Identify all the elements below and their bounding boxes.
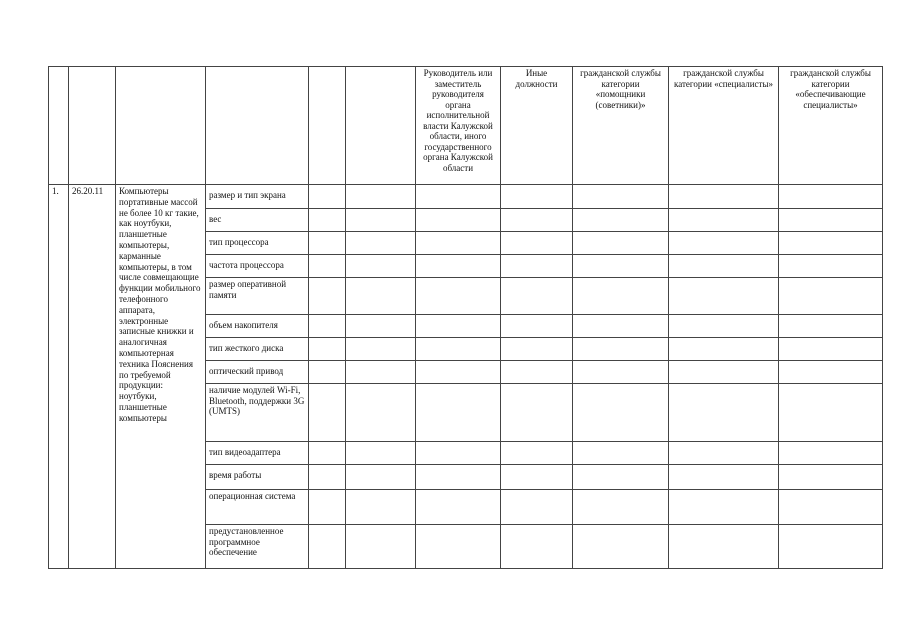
empty-cell: [573, 384, 669, 442]
characteristic-cell: частота процессора: [206, 255, 309, 278]
empty-cell: [669, 442, 779, 465]
characteristic-cell: тип жесткого диска: [206, 338, 309, 361]
empty-cell: [416, 232, 501, 255]
empty-cell: [346, 185, 416, 209]
empty-cell: [309, 442, 346, 465]
empty-cell: [573, 232, 669, 255]
empty-cell: [573, 490, 669, 525]
empty-cell: [669, 185, 779, 209]
table-row: [49, 185, 883, 209]
empty-cell: [669, 384, 779, 442]
empty-cell: [669, 232, 779, 255]
empty-cell: [309, 384, 346, 442]
empty-cell: [779, 361, 883, 384]
requirements-table: [48, 66, 883, 569]
empty-cell: [309, 209, 346, 232]
empty-cell: [573, 255, 669, 278]
empty-cell: [573, 525, 669, 569]
header-cell-name: [116, 67, 206, 185]
empty-cell: [346, 490, 416, 525]
empty-cell: [779, 232, 883, 255]
characteristic-cell: размер и тип экрана: [206, 185, 309, 209]
empty-cell: [309, 185, 346, 209]
empty-cell: [309, 255, 346, 278]
empty-cell: [779, 278, 883, 315]
characteristic-cell: тип видеоадаптера: [206, 442, 309, 465]
empty-cell: [501, 232, 573, 255]
empty-cell: [416, 442, 501, 465]
characteristic-cell: тип процессора: [206, 232, 309, 255]
empty-cell: [416, 525, 501, 569]
empty-cell: [669, 338, 779, 361]
empty-cell: [346, 465, 416, 490]
characteristic-cell: объем накопителя: [206, 315, 309, 338]
header-row: [49, 67, 883, 185]
empty-cell: [779, 185, 883, 209]
empty-cell: [309, 525, 346, 569]
empty-cell: [501, 490, 573, 525]
header-cell-unit-code: [309, 67, 346, 185]
characteristic-cell: наличие модулей Wi-Fi, Bluetooth, поддержки 3G (UMTS): [206, 384, 309, 442]
empty-cell: [501, 384, 573, 442]
empty-cell: [669, 465, 779, 490]
empty-cell: [573, 442, 669, 465]
characteristic-cell: вес: [206, 209, 309, 232]
empty-cell: [501, 442, 573, 465]
empty-cell: [346, 384, 416, 442]
empty-cell: [501, 338, 573, 361]
empty-cell: [416, 465, 501, 490]
empty-cell: [416, 278, 501, 315]
empty-cell: [346, 209, 416, 232]
empty-cell: [501, 361, 573, 384]
empty-cell: [573, 185, 669, 209]
empty-cell: [346, 442, 416, 465]
empty-cell: [309, 315, 346, 338]
empty-cell: [501, 209, 573, 232]
empty-cell: [501, 465, 573, 490]
empty-cell: [346, 278, 416, 315]
empty-cell: [346, 338, 416, 361]
empty-cell: [346, 255, 416, 278]
header-support-specialists: гражданской службы категории «обеспечивающие специалисты»: [779, 67, 883, 185]
header-cell-code: [69, 67, 116, 185]
empty-cell: [573, 315, 669, 338]
empty-cell: [416, 338, 501, 361]
empty-cell: [573, 278, 669, 315]
empty-cell: [416, 361, 501, 384]
empty-cell: [501, 185, 573, 209]
characteristic-cell: оптический привод: [206, 361, 309, 384]
empty-cell: [779, 442, 883, 465]
empty-cell: [346, 315, 416, 338]
empty-cell: [669, 255, 779, 278]
empty-cell: [309, 361, 346, 384]
empty-cell: [669, 209, 779, 232]
okpd-code: 26.20.11: [69, 185, 116, 569]
empty-cell: [346, 232, 416, 255]
empty-cell: [669, 278, 779, 315]
empty-cell: [779, 384, 883, 442]
empty-cell: [416, 255, 501, 278]
characteristic-cell: размер оперативной памяти: [206, 278, 309, 315]
empty-cell: [501, 255, 573, 278]
header-cell-characteristic: [206, 67, 309, 185]
empty-cell: [573, 209, 669, 232]
empty-cell: [779, 525, 883, 569]
empty-cell: [501, 278, 573, 315]
characteristic-cell: предустановленное программное обеспечение: [206, 525, 309, 569]
empty-cell: [669, 525, 779, 569]
empty-cell: [779, 465, 883, 490]
empty-cell: [779, 490, 883, 525]
empty-cell: [416, 185, 501, 209]
empty-cell: [309, 232, 346, 255]
empty-cell: [309, 278, 346, 315]
empty-cell: [779, 315, 883, 338]
product-name: Компьютеры портативные массой не более 10 кг такие, как ноутбуки, планшетные компьютеры, карманные компьютеры, в том числе совмещающие функции мобильного телефонного аппарата, электронные записные книжки и аналогичная компьютерная техника Пояснения по требуемой продукции: ноутбуки, планшетные компьютеры: [116, 185, 206, 569]
empty-cell: [416, 315, 501, 338]
header-assistants: гражданской службы категории «помощники (советники)»: [573, 67, 669, 185]
empty-cell: [669, 315, 779, 338]
header-other-positions: Иные должности: [501, 67, 573, 185]
header-head-of-authority: Руководитель или заместитель руководителя органа исполнительной власти Калужской области, иного государственного органа Калужской области: [416, 67, 501, 185]
characteristic-cell: операционная система: [206, 490, 309, 525]
row-number: 1.: [49, 185, 69, 569]
empty-cell: [309, 465, 346, 490]
empty-cell: [501, 525, 573, 569]
empty-cell: [346, 361, 416, 384]
empty-cell: [416, 384, 501, 442]
empty-cell: [309, 338, 346, 361]
header-cell-number: [49, 67, 69, 185]
empty-cell: [573, 361, 669, 384]
header-cell-unit-name: [346, 67, 416, 185]
empty-cell: [669, 361, 779, 384]
empty-cell: [346, 525, 416, 569]
empty-cell: [573, 338, 669, 361]
characteristic-cell: время работы: [206, 465, 309, 490]
empty-cell: [779, 338, 883, 361]
empty-cell: [309, 490, 346, 525]
empty-cell: [416, 209, 501, 232]
empty-cell: [779, 255, 883, 278]
empty-cell: [779, 209, 883, 232]
empty-cell: [501, 315, 573, 338]
empty-cell: [573, 465, 669, 490]
header-specialists: гражданской службы категории «специалисты»: [669, 67, 779, 185]
empty-cell: [669, 490, 779, 525]
empty-cell: [416, 490, 501, 525]
